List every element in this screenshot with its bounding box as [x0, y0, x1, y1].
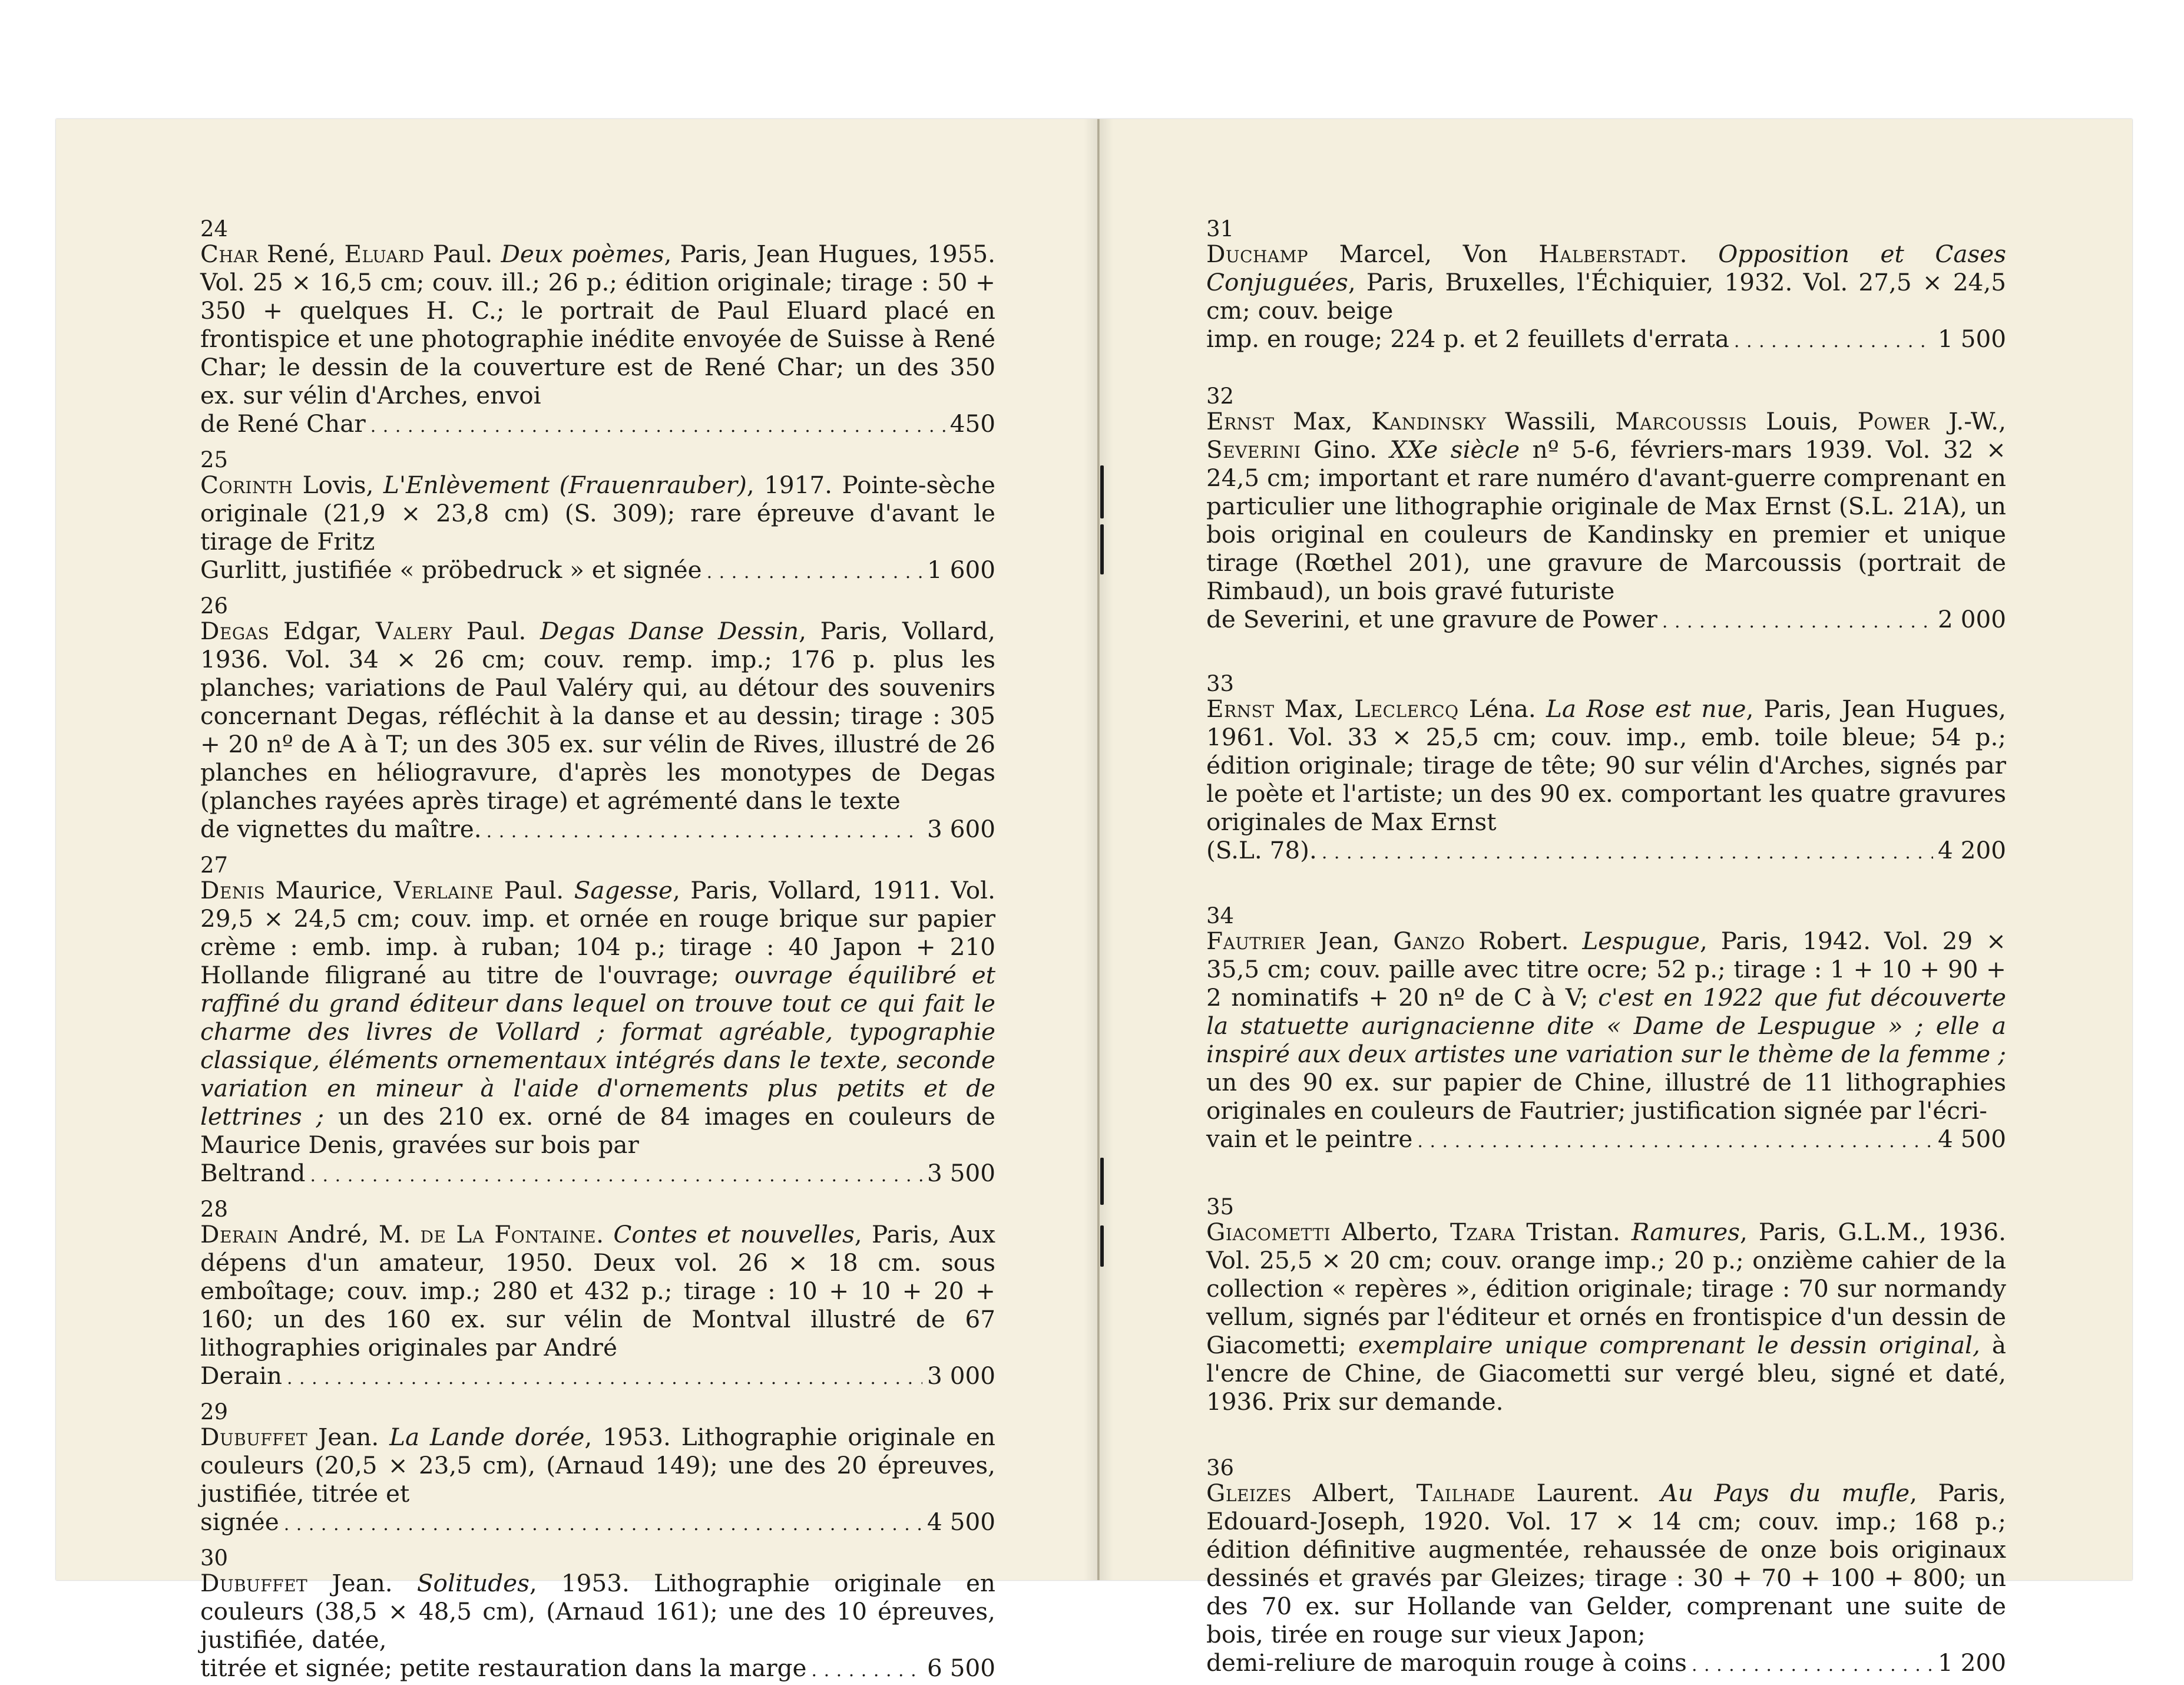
catalog-entry	[200, 1198, 995, 1393]
name-text: Alberto,	[1331, 1218, 1450, 1246]
staple-top-1	[1100, 465, 1104, 518]
author-name: Leclercq	[1354, 695, 1459, 723]
price-line	[1206, 1648, 2006, 1680]
author-name: Ernst	[1206, 695, 1275, 723]
last-line: (S.L. 78).	[1206, 836, 1317, 864]
author-name: Kandinsky	[1371, 407, 1487, 435]
lot-number: 25	[200, 447, 229, 473]
name-text: J.-W.,	[1930, 407, 2007, 435]
entry-text	[1206, 927, 2006, 1125]
price: 3 000	[927, 1362, 995, 1390]
right-column	[1206, 218, 2006, 1680]
price: 1 600	[927, 556, 995, 584]
price-line	[200, 1508, 995, 1539]
lot-number: 35	[1206, 1194, 1235, 1220]
name-text: Edgar,	[269, 617, 376, 645]
last-line: Derain	[200, 1362, 282, 1390]
dot-leader	[370, 409, 945, 441]
dot-leader	[1417, 1125, 1933, 1156]
price: 450	[949, 409, 995, 438]
entry-text	[1206, 695, 2006, 836]
dot-leader	[310, 1159, 922, 1190]
last-line: demi-reliure de maroquin rouge à coins	[1206, 1648, 1687, 1677]
book-title: Lespugue	[1582, 927, 1700, 955]
price-line	[200, 815, 995, 846]
price: 3 600	[927, 815, 995, 843]
author-name: Eluard	[344, 240, 425, 268]
name-text: Laurent.	[1515, 1479, 1661, 1507]
last-line: de René Char	[200, 409, 366, 438]
author-name: Giacometti	[1206, 1218, 1331, 1246]
name-text: André, M.	[278, 1220, 421, 1248]
entry-text	[200, 1423, 995, 1508]
book-title: Degas Danse Dessin	[540, 617, 799, 645]
last-line: Beltrand	[200, 1159, 306, 1187]
last-line: imp. en rouge; 224 p. et 2 feuillets d'errata	[1206, 325, 1729, 353]
author-name: Halberstadt	[1538, 240, 1680, 268]
author-name: Severini	[1206, 435, 1301, 464]
name-text: Albert,	[1292, 1479, 1417, 1507]
price: 6 500	[927, 1654, 995, 1682]
author-name: Corinth	[200, 471, 293, 499]
catalog-entry	[1206, 385, 2006, 636]
author-name: Verlaine	[393, 876, 494, 904]
last-line: signée	[200, 1508, 279, 1536]
description: , Paris, Edouard-Joseph, 1920. Vol. 17 × 14 cm; couv. imp.; 168 p.; édition définitive augmentée, rehaussée de onze bois originaux dessinés et gravés par Gleizes; tirage : 30 + 70 + 100 + 800; un des 70 ex. sur Hollande van Gelder, comprenant une suite de bois, tirée en rouge sur vieux Japon;	[1206, 1479, 2007, 1648]
name-text: Wassili,	[1486, 407, 1616, 435]
dot-leader	[487, 815, 922, 846]
last-line: de Severini, et une gravure de Power	[1206, 605, 1657, 633]
description: , Paris, 1942. Vol. 29 × 35,5 cm; couv. paille avec titre ocre; 52 p.; tirage : 1 + 10 + 90 + 2 nominatifs + 20 nº de C à V;	[1206, 927, 2006, 1012]
name-text: Marcel, Von	[1308, 240, 1539, 268]
lot-number: 29	[200, 1399, 229, 1425]
description-cont: à l'encre de Chine, de Giacometti sur vergé bleu, signé et daté, 1936. Prix sur demande.	[1206, 1331, 2006, 1416]
author-name: Fautrier	[1206, 927, 1306, 955]
entry-text	[1206, 407, 2006, 605]
staple-bottom-1	[1100, 1158, 1104, 1205]
last-line: Gurlitt, justifiée « pröbedruck » et signée	[200, 556, 702, 584]
catalog-entry	[200, 854, 995, 1190]
description: , 1917. Pointe-sèche originale (21,9 × 23,8 cm) (S. 309); rare épreuve d'avant le tirage de Fritz	[200, 471, 995, 556]
italic-note: exemplaire unique comprenant le dessin original,	[1358, 1331, 1980, 1359]
author-name: de La Fontaine	[420, 1220, 597, 1248]
catalog-entry	[200, 449, 995, 587]
price-line	[200, 556, 995, 587]
entry-text	[1206, 1479, 2006, 1648]
staple-bottom-2	[1100, 1225, 1104, 1267]
name-text: .	[1679, 240, 1719, 268]
book-title: Deux poèmes	[501, 240, 664, 268]
italic-note: c'est en 1922 que fut découverte la statuette aurignacienne dite « Dame de Lespugue » ; elle a inspiré aux deux artistes une variation sur le thème de la femme ;	[1206, 983, 2006, 1068]
dot-leader	[1692, 1648, 1933, 1680]
name-text: Jean,	[1305, 927, 1394, 955]
dot-leader	[284, 1508, 922, 1539]
lot-number: 36	[1206, 1455, 1235, 1481]
entry-text	[200, 240, 995, 409]
catalog-entry	[200, 1401, 995, 1539]
dot-leader	[1322, 836, 1933, 867]
description: , Paris, Bruxelles, l'Échiquier, 1932. Vol. 27,5 × 24,5 cm; couv. beige	[1206, 268, 2006, 325]
lot-number: 24	[200, 216, 229, 242]
book-title: Sagesse	[574, 876, 673, 904]
name-text: Jean.	[307, 1423, 390, 1451]
catalog-entry	[1206, 905, 2006, 1156]
entry-text	[200, 1569, 995, 1654]
author-name: Gleizes	[1206, 1479, 1292, 1507]
author-name: Ernst	[1206, 407, 1275, 435]
dot-leader	[1734, 325, 1933, 356]
dot-leader	[812, 1654, 923, 1685]
description: , Paris, Jean Hugues, 1961. Vol. 33 × 25,5 cm; couv. imp., emb. toile bleue; 54 p.; édition originale; tirage de tête; 90 sur vélin d'Arches, signés par le poète et l'artiste; un des 90 ex. comportant les quatre gravures originales de Max Ernst	[1206, 695, 2007, 836]
description: , Paris, Vollard, 1911. Vol. 29,5 × 24,5 cm; couv. imp. et ornée en rouge brique sur papier crème : emb. imp. à ruban; 104 p.; tirage : 40 Japon + 210 Hollande filigrané au titre de l'ouvrage;	[200, 876, 995, 989]
lot-number: 33	[1206, 671, 1235, 696]
description: , Paris, Vollard, 1936. Vol. 34 × 26 cm; couv. remp. imp.; 176 p. plus les planches; variations de Paul Valéry qui, au détour des souvenirs concernant Degas, réfléchit à la danse et au dessin; tirage : 305 + 20 nº de A à T; un des 305 ex. sur vélin de Rives, illustré de 26 planches en héliogravure, d'après les monotypes de Degas (planches rayées après tirage) et agrémenté dans le texte	[200, 617, 995, 815]
dot-leader	[287, 1362, 922, 1393]
entry-text	[200, 1220, 995, 1362]
entry-text	[200, 876, 995, 1159]
name-text: Max,	[1274, 695, 1355, 723]
last-line: titrée et signée; petite restauration dans la marge	[200, 1654, 807, 1682]
lot-number: 30	[200, 1545, 229, 1571]
lot-number: 27	[200, 853, 229, 878]
catalog-entry	[1206, 673, 2006, 867]
catalog-entry	[200, 595, 995, 846]
price: 4 500	[1938, 1125, 2006, 1153]
lot-number: 26	[200, 593, 229, 619]
name-text: Max,	[1274, 407, 1372, 435]
description: nº 5-6, févriers-mars 1939. Vol. 32 × 24,5 cm; important et rare numéro d'avant-guerre comprenant en particulier une lithographie originale de Max Ernst (S.L. 21A), un bois original en couleurs de Kandinsky en premier et unique tirage (Rœthel 201), une gravure de Marcoussis (portrait de Rimbaud), un bois gravé futuriste	[1206, 435, 2006, 605]
price: 4 200	[1938, 836, 2006, 864]
staple-top-2	[1100, 524, 1104, 574]
author-name: Valery	[375, 617, 453, 645]
author-name: Dubuffet	[200, 1423, 308, 1451]
entry-text	[1206, 1218, 2006, 1416]
catalog-entry	[1206, 1457, 2006, 1680]
description: , Paris, G.L.M., 1936. Vol. 25,5 × 20 cm; couv. orange imp.; 20 p.; onzième cahier de la collection « repères », édition originale; tirage : 70 sur normandy vellum, signés par l'éditeur et ornés en frontispice d'un dessin de Giacometti;	[1206, 1218, 2006, 1359]
name-text: .	[596, 1220, 614, 1248]
italic-note: ouvrage équilibré et raffiné du grand éditeur dans lequel on trouve tout ce qui fait le charme des livres de Vollard ; format agréable, typographie classique, éléments ornementaux intégrés dans le texte, seconde variation en mineur à l'aide d'ornements plus petits et de lettrines ;	[200, 961, 995, 1131]
price-line	[200, 1159, 995, 1190]
price: 1 200	[1938, 1648, 2006, 1677]
description: , 1953. Lithographie originale en couleurs (38,5 × 48,5 cm), (Arnaud 161); une des 10 épreuves, justifiée, datée,	[200, 1569, 995, 1654]
dot-leader	[707, 556, 922, 587]
entry-text	[1206, 240, 2006, 325]
name-text: Robert.	[1465, 927, 1583, 955]
catalog-entry	[200, 218, 995, 441]
book-title: Opposition et Cases Conjuguées	[1206, 240, 2006, 296]
author-name: Tailhade	[1416, 1479, 1515, 1507]
price: 1 500	[1938, 325, 2006, 353]
name-text: Louis,	[1747, 407, 1858, 435]
name-text: Maurice,	[265, 876, 394, 904]
book-title: XXe siècle	[1389, 435, 1520, 464]
author-name: Duchamp	[1206, 240, 1309, 268]
author-name: Derain	[200, 1220, 279, 1248]
description-cont: un des 90 ex. sur papier de Chine, illustré de 11 lithographies originales en couleurs de Fautrier; justification signée par l'écri-	[1206, 1068, 2006, 1125]
name-text: Jean.	[307, 1569, 417, 1597]
lot-number: 34	[1206, 903, 1235, 929]
name-text: Paul.	[424, 240, 501, 268]
lot-number: 31	[1206, 216, 1235, 242]
book-title: Contes et nouvelles	[613, 1220, 855, 1248]
last-line: vain et le peintre	[1206, 1125, 1413, 1153]
catalog-entry	[1206, 218, 2006, 356]
price-line	[1206, 605, 2006, 636]
author-name: Ganzo	[1393, 927, 1465, 955]
name-text: Léna.	[1458, 695, 1546, 723]
lot-number: 28	[200, 1197, 229, 1222]
name-text: Paul.	[452, 617, 540, 645]
book-title: Solitudes	[416, 1569, 530, 1597]
name-text: René,	[258, 240, 345, 268]
entry-text	[200, 471, 995, 556]
price-line	[200, 1654, 995, 1685]
price: 3 500	[927, 1159, 995, 1187]
catalog-entry	[1206, 1196, 2006, 1416]
author-name: Dubuffet	[200, 1569, 308, 1597]
name-text: Lovis,	[293, 471, 383, 499]
catalog-entry	[200, 1547, 995, 1685]
author-name: Marcoussis	[1615, 407, 1748, 435]
description: , 1953. Lithographie originale en couleurs (20,5 × 23,5 cm), (Arnaud 149); une des 20 épreuves, justifiée, titrée et	[200, 1423, 995, 1508]
price: 4 500	[927, 1508, 995, 1536]
price-line	[1206, 836, 2006, 867]
description: , Paris, Jean Hugues, 1955. Vol. 25 × 16,5 cm; couv. ill.; 26 p.; édition originale; tirage : 50 + 350 + quelques H. C.; le portrait de Paul Eluard placé en frontispice et une photographie inédite envoyée de Suisse à René Char; le dessin de la couverture est de René Char; un des 350 ex. sur vélin d'Arches, envoi	[200, 240, 995, 409]
entry-text	[200, 617, 995, 815]
last-line: de vignettes du maître.	[200, 815, 482, 843]
book-title: Ramures	[1631, 1218, 1740, 1246]
name-text: Gino.	[1301, 435, 1390, 464]
price: 2 000	[1938, 605, 2006, 633]
price-line	[1206, 1125, 2006, 1156]
description: , Paris, Aux dépens d'un amateur, 1950. Deux vol. 26 × 18 cm. sous emboîtage; couv. imp.; 280 et 432 p.; tirage : 10 + 10 + 20 + 160; un des 160 ex. sur vélin de Montval illustré de 67 lithographies originales par André	[200, 1220, 995, 1362]
price-line	[1206, 325, 2006, 356]
author-name: Char	[200, 240, 259, 268]
book-title: L'Enlèvement (Frauenrauber)	[383, 471, 747, 499]
lot-number: 32	[1206, 384, 1235, 409]
author-name: Power	[1857, 407, 1930, 435]
price-line	[200, 409, 995, 441]
name-text: Paul.	[494, 876, 574, 904]
book-title: La Lande dorée	[389, 1423, 585, 1451]
left-column	[200, 218, 995, 1685]
author-name: Tzara	[1450, 1218, 1515, 1246]
book-title: Au Pays du mufle	[1660, 1479, 1910, 1507]
description-cont: un des 210 ex. orné de 84 images en couleurs de Maurice Denis, gravées sur bois par	[200, 1102, 995, 1159]
gutter	[1084, 119, 1113, 1580]
dot-leader	[1662, 605, 1933, 636]
price-line	[200, 1362, 995, 1393]
author-name: Denis	[200, 876, 266, 904]
author-name: Degas	[200, 617, 270, 645]
book-title: La Rose est nue	[1546, 695, 1746, 723]
name-text: Tristan.	[1515, 1218, 1632, 1246]
